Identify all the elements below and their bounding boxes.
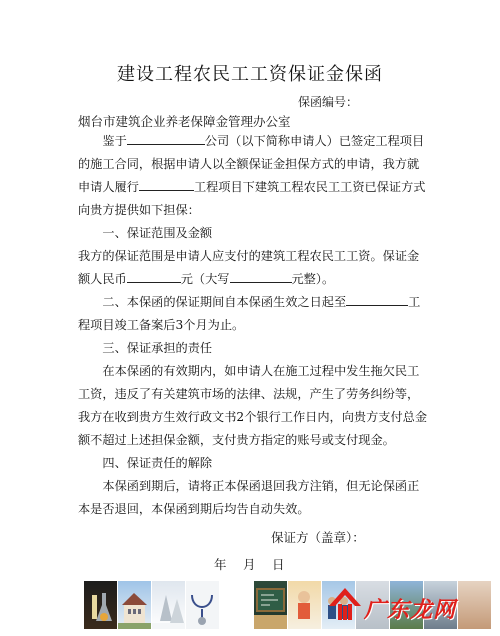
snow-tree-icon [152, 581, 185, 629]
document-title: 建设工程农民工工资保证金保函 [117, 64, 383, 85]
paragraph-period [78, 291, 428, 337]
date-line: 年 月 日 [214, 557, 287, 572]
scope-middle: 元（大写 [180, 272, 230, 286]
house-logo-icon [327, 586, 363, 624]
premise-lead: 鉴于 [102, 134, 127, 148]
amount-blank [127, 270, 181, 283]
premise-middle: 公司（以下简称申请人）已签定工程项目的施工合同，根据申请人以全额保证金担保方式的申请，我方就申请人履行 [78, 134, 425, 194]
stethoscope-icon [186, 581, 219, 629]
premise-end: 工程项目下建筑工程农民工工资已保证方式向贵方提供如下担保： [78, 180, 426, 217]
chalkboard-icon [254, 581, 287, 629]
chalkboard-thumbnail [254, 581, 287, 629]
section-heading-scope: 一、保证范围及金额 [102, 226, 213, 240]
lab-thumbnail [84, 581, 117, 629]
paragraph-liability: 在本保函的有效期内，如申请人在施工过程中发生拖欠民工工资，违反了有关建筑市场的法律、法规，产生了劳务纠纷等，我方在收到贵方生效行政文书2个银行工作日内，向贵方支付总金额不超过上述担保金额，支付贵方指定的账号或支付现金。 [78, 364, 428, 447]
kids-thumbnail [288, 581, 321, 629]
document-body [78, 130, 428, 521]
building-thumbnail [118, 581, 151, 629]
amount-words-blank [230, 270, 292, 283]
scope-end: 元整）。 [291, 272, 335, 286]
paragraph-premise [78, 130, 428, 222]
lab-flask-icon [84, 581, 117, 629]
child-icon [288, 581, 321, 629]
guarantor-seal-label: 保证方（盖章）： [271, 530, 365, 545]
period-blank [346, 293, 408, 306]
project-blank [139, 178, 194, 191]
paragraph-scope [78, 245, 428, 291]
period-lead: 二、本保函的保证期间自本保函生效之日起至 [102, 295, 347, 309]
building-icon [118, 581, 151, 629]
section-heading-liability: 三、保证承担的责任 [102, 341, 213, 355]
period-end: 工程项目竣工备案后3个月为止。 [78, 295, 421, 332]
scope-lead: 我方的保证范围是申请人应支付的建筑工程农民工工资。保证金额人民币 [78, 249, 420, 286]
company-blank [127, 132, 205, 145]
logo-thumbnail [220, 581, 253, 629]
section-heading-release: 四、保证责任的解除 [102, 456, 213, 470]
snow-thumbnail [152, 581, 185, 629]
medical-thumbnail [186, 581, 219, 629]
recipient: 烟台市建筑企业养老保障金管理办公室 [78, 114, 291, 129]
guarantee-number-label: 保函编号： [298, 95, 359, 109]
watermark-brand: 广东龙网 [364, 598, 457, 623]
people-thumbnail [458, 581, 491, 629]
paragraph-release: 本保函到期后，请将正本保函退回我方注销，但无论保函正本是否退回，本保函到期后均告自动失效。 [78, 479, 420, 516]
